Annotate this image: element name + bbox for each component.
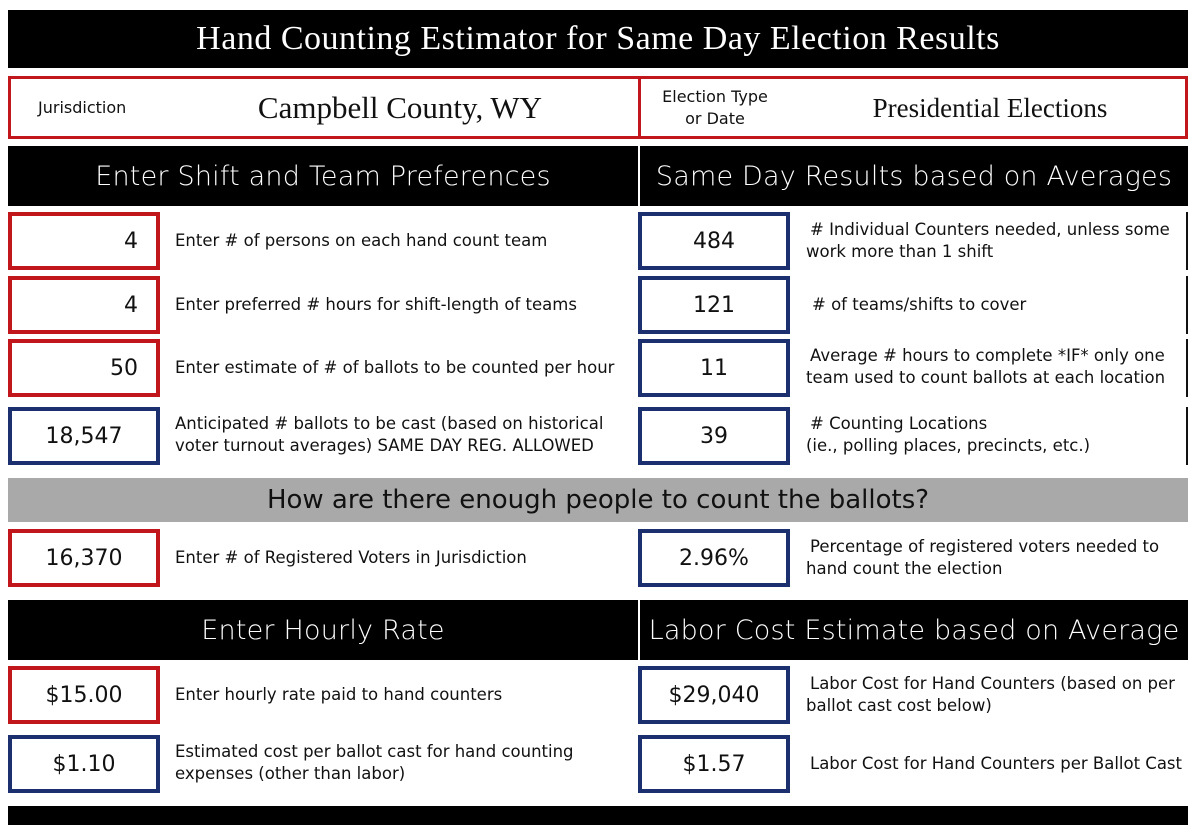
election-type-label	[655, 86, 775, 130]
anticipated-ballots-label-line2: voter turnout averages) SAME DAY REG. ALLOWED	[175, 436, 594, 455]
pct-registered-value: 2.96%	[638, 529, 790, 587]
cost-per-ballot-label-line1: Estimated cost per ballot cast for hand counting	[175, 742, 574, 761]
ballots-per-hour-label: Enter estimate of # of ballots to be counted per hour	[175, 358, 615, 377]
labor-per-ballot-label: Labor Cost for Hand Counters per Ballot Cast	[810, 754, 1182, 773]
avg-hours-label-line2: team used to count ballots at each location	[806, 368, 1166, 387]
jurisdiction-label: Jurisdiction	[38, 98, 127, 117]
anticipated-ballots-label-line1: Anticipated # ballots to be cast (based on historical	[175, 414, 604, 433]
labor-cost-label-line2: ballot cast cost below)	[806, 696, 992, 715]
row-divider	[1186, 339, 1188, 397]
footer-bar	[8, 806, 1188, 825]
shift-hours-label: Enter preferred # hours for shift-length of teams	[175, 295, 577, 314]
ballots-per-hour-input[interactable]: 50	[8, 339, 160, 397]
jurisdiction-value[interactable]: Campbell County, WY	[257, 90, 543, 125]
pct-registered-label	[806, 536, 1159, 580]
anticipated-ballots-value: 18,547	[8, 407, 160, 465]
shift-prefs-header: Enter Shift and Team Preferences	[8, 146, 638, 206]
anticipated-ballots-label	[175, 413, 603, 457]
labor-cost-header: Labor Cost Estimate based on Average	[640, 600, 1188, 660]
registered-voters-input[interactable]: 16,370	[8, 529, 160, 587]
row-divider	[1186, 276, 1188, 334]
counters-needed-value: 484	[638, 212, 790, 270]
registered-voters-label: Enter # of Registered Voters in Jurisdiction	[175, 548, 527, 567]
persons-per-team-input[interactable]: 4	[8, 212, 160, 270]
shift-hours-input[interactable]: 4	[8, 276, 160, 334]
election-type-label-line2: or Date	[685, 109, 745, 128]
results-header: Same Day Results based on Averages	[640, 146, 1188, 206]
cost-per-ballot-label	[175, 741, 574, 785]
avg-hours-value: 11	[638, 339, 790, 397]
counters-needed-label	[806, 219, 1170, 263]
locations-value: 39	[638, 407, 790, 465]
row-divider	[1186, 212, 1188, 270]
election-type-label-line1: Election Type	[662, 87, 768, 106]
persons-per-team-label: Enter # of persons on each hand count team	[175, 231, 548, 250]
page-title: Hand Counting Estimator for Same Day Election Results	[8, 10, 1188, 68]
labor-cost-value: $29,040	[638, 666, 790, 724]
teams-shifts-value: 121	[638, 276, 790, 334]
counters-needed-label-line1: # Individual Counters needed, unless some	[810, 220, 1170, 239]
pct-registered-label-line2: hand count the election	[806, 559, 1003, 578]
labor-cost-label-line1: Labor Cost for Hand Counters (based on per	[810, 674, 1175, 693]
pct-registered-label-line1: Percentage of registered voters needed to	[810, 537, 1160, 556]
enough-people-header: How are there enough people to count the ballots?	[8, 478, 1188, 522]
hourly-rate-input[interactable]: $15.00	[8, 666, 160, 724]
cost-per-ballot-label-line2: expenses (other than labor)	[175, 764, 406, 783]
avg-hours-label-line1: Average # hours to complete *IF* only one	[810, 346, 1165, 365]
labor-per-ballot-value: $1.57	[638, 735, 790, 793]
teams-shifts-label: # of teams/shifts to cover	[812, 295, 1027, 314]
row-divider	[1186, 407, 1188, 465]
cost-per-ballot-value[interactable]: $1.10	[8, 735, 160, 793]
avg-hours-label	[806, 345, 1165, 389]
locations-label-line1: # Counting Locations	[810, 414, 988, 433]
locations-label	[806, 413, 1090, 457]
election-type-value[interactable]: Presidential Elections	[872, 93, 1108, 123]
hourly-rate-header: Enter Hourly Rate	[8, 600, 638, 660]
counters-needed-label-line2: work more than 1 shift	[806, 242, 994, 261]
labor-cost-label	[806, 673, 1175, 717]
hourly-rate-label: Enter hourly rate paid to hand counters	[175, 685, 503, 704]
locations-label-line2: (ie., polling places, precincts, etc.)	[806, 436, 1091, 455]
